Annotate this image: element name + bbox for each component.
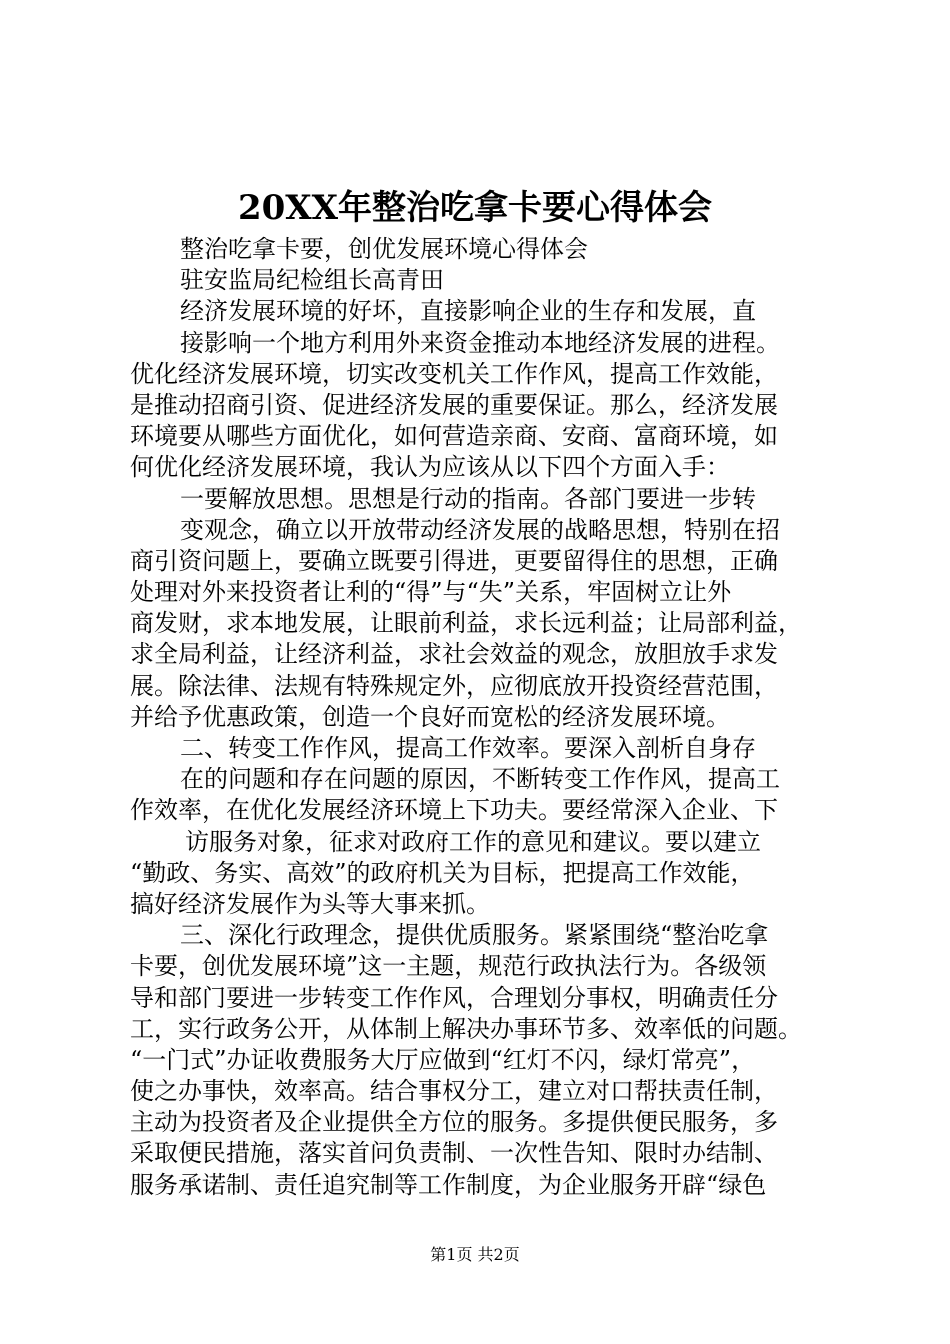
document-title: 20XX年整治吃拿卡要心得体会	[237, 188, 713, 228]
text-line: 经济发展环境的好坏，直接影响企业的生存和发展，直	[180, 297, 756, 326]
text-line: 三、深化行政理念，提供优质服务。紧紧围绕“整治吃拿	[180, 921, 769, 950]
text-line: 商引资问题上，要确立既要引得进，更要留得住的思想，正确	[130, 546, 778, 575]
text-line: 搞好经济发展作为头等大事来抓。	[130, 889, 490, 918]
text-line: 导和部门要进一步转变工作作风，合理划分事权，明确责任分	[130, 983, 778, 1012]
text-line: 优化经济发展环境，切实改变机关工作作风，提高工作效能，	[130, 359, 778, 388]
text-line: 环境要从哪些方面优化，如何营造亲商、安商、富商环境，如	[130, 422, 778, 451]
text-line: 二、转变工作作风，提高工作效率。要深入剖析自身存	[180, 734, 756, 762]
text-line: 一要解放思想。思想是行动的指南。各部门要进一步转	[180, 484, 756, 513]
text-line: 卡要，创优发展环境”这一主题，规范行政执法行为。各级领	[130, 952, 767, 981]
text-line: 服务承诺制、责任追究制等工作制度，为企业服务开辟“绿色	[130, 1170, 767, 1199]
text-line: 访服务对象，征求对政府工作的意见和建议。要以建立	[185, 827, 761, 856]
text-line: 并给予优惠政策，创造一个良好而宽松的经济发展环境。	[130, 702, 730, 731]
text-line: 主动为投资者及企业提供全方位的服务。多提供便民服务，多	[130, 1108, 778, 1137]
text-line: 变观念，确立以开放带动经济发展的战略思想，特别在招	[180, 515, 780, 544]
text-line: 处理对外来投资者让利的“得”与“失”关系，牢固树立让外	[130, 578, 732, 607]
text-line: 是推动招商引资、促进经济发展的重要保证。那么，经济发展	[130, 390, 778, 419]
text-line: “勤政、务实、高效”的政府机关为目标，把提高工作效能，	[130, 858, 755, 887]
text-line: 求全局利益，让经济利益，求社会效益的观念，放胆放手求发	[130, 640, 778, 669]
text-line: 采取便民措施，落实首问负责制、一次性告知、限时办结制、	[130, 1139, 778, 1168]
text-line: 整治吃拿卡要，创优发展环境心得体会	[180, 235, 588, 263]
text-line: 工，实行政务公开，从体制上解决办事环节多、效率低的问题。	[130, 1014, 802, 1043]
text-line: 作效率，在优化发展经济环境上下功夫。要经常深入企业、下	[130, 796, 778, 825]
text-line: 展。除法律、法规有特殊规定外，应彻底放开投资经营范围，	[130, 671, 778, 700]
page-footer: 第1页 共2页	[430, 1245, 520, 1264]
text-line: 何优化经济发展环境，我认为应该从以下四个方面入手：	[130, 453, 730, 482]
text-line: 使之办事快，效率高。结合事权分工，建立对口帮扶责任制，	[130, 1077, 778, 1106]
document-body	[130, 234, 850, 1201]
text-line: 驻安监局纪检组长高青田	[180, 266, 444, 295]
text-line: 接影响一个地方利用外来资金推动本地经济发展的进程。	[180, 328, 780, 357]
text-line: “一门式”办证收费服务大厅应做到“红灯不闪，绿灯常亮”，	[130, 1045, 756, 1074]
text-line: 商发财，求本地发展，让眼前利益，求长远利益；让局部利益，	[130, 609, 802, 638]
text-line: 在的问题和存在问题的原因，不断转变工作作风，提高工	[180, 765, 780, 794]
